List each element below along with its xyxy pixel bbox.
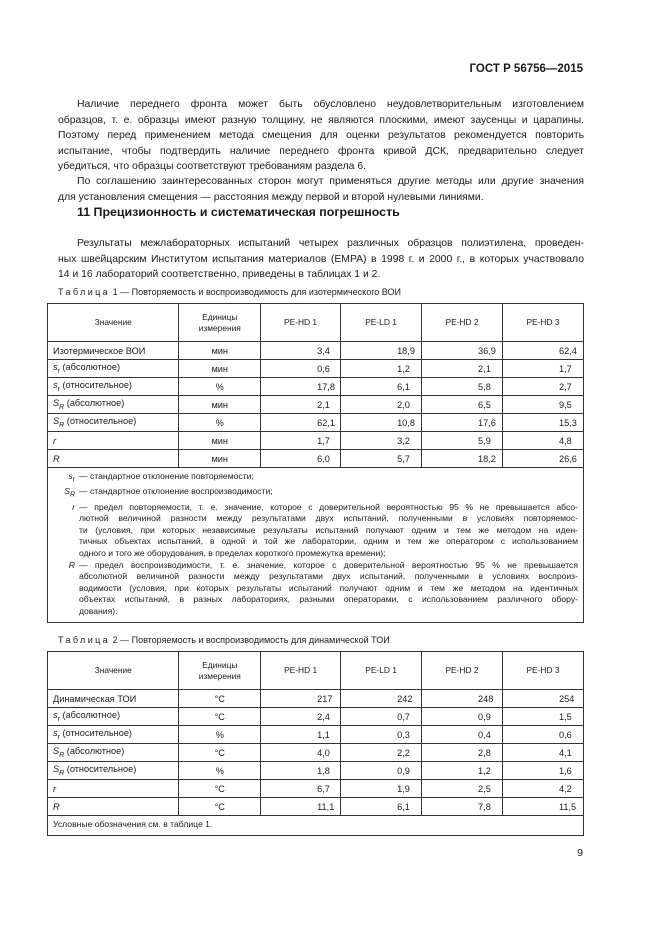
- row-label: [48, 396, 179, 414]
- value-cell: 6,5: [422, 396, 503, 414]
- table-notes: [48, 468, 584, 623]
- table-row: [48, 744, 584, 762]
- header-cell: Значение: [48, 304, 179, 342]
- value-cell: 5,7: [341, 450, 422, 468]
- intro-paragraph-1: [58, 97, 584, 175]
- value-cell: 62,4: [503, 342, 584, 360]
- caption-prefix: Таблица: [58, 635, 111, 645]
- value-cell: 18,9: [341, 342, 422, 360]
- row-symbol: R: [53, 801, 60, 812]
- header-cell: PE-HD 3: [502, 652, 583, 690]
- row-symbol-subscript: R: [59, 403, 65, 411]
- unit-cell: °С: [179, 744, 261, 762]
- table-header-row: [48, 652, 584, 690]
- table1: [47, 303, 584, 623]
- table1-caption: [58, 287, 401, 297]
- value-cell: 7,8: [422, 798, 503, 816]
- row-symbol-subscript: r: [57, 385, 60, 393]
- row-label-text: (абсолютное): [59, 362, 121, 373]
- note-text: ти (условия, при которых независимые результаты испытаний получают одним и тем же методом на иден-: [79, 524, 578, 535]
- table2-caption: [58, 635, 390, 645]
- unit-cell: °С: [179, 690, 261, 708]
- row-label: [48, 690, 179, 708]
- row-label-text: Динамическая ТОИ: [53, 693, 137, 704]
- value-cell: 11,1: [261, 798, 341, 816]
- section-heading: 11 Прецизионность и систематическая погрешность: [77, 205, 400, 219]
- text-line: Наличие переднего фронта может быть обусловлено неудовлетворительным изготовлением: [77, 99, 584, 110]
- value-cell: 0,7: [341, 708, 422, 726]
- row-label-text: (относительное): [64, 764, 137, 775]
- value-cell: 6,1: [341, 378, 422, 396]
- caption-prefix: Таблица: [58, 287, 111, 297]
- header-cell: PE-HD 2: [422, 304, 503, 342]
- value-cell: 26,6: [503, 450, 584, 468]
- header-cell: Значение: [48, 652, 179, 690]
- note-text: объектах испытаний, в разных лабораториях, разными операторами, с использованием различного обору-: [79, 594, 578, 605]
- text-line: для установления смещения — расстояния между первой и второй нулевыми линиями.: [58, 191, 484, 203]
- value-cell: 217: [261, 690, 341, 708]
- caption-text: 2 — Повторяемость и воспроизводимость для динамической ТОИ: [110, 635, 390, 645]
- row-symbol: S: [53, 416, 60, 427]
- value-cell: 4,1: [502, 744, 583, 762]
- table-row: [48, 378, 584, 396]
- note-text: тичных объектах испытаний, в одной и той же лаборатории, одним и тем же оператором с использованием: [79, 536, 578, 547]
- text-line: убедиться, что образцы соответствуют требованиям раздела 6.: [58, 161, 367, 172]
- text-line: Результаты межлабораторных испытаний четырех различных образцов полиэтилена, проведен-: [77, 238, 584, 249]
- unit-cell: %: [179, 414, 261, 432]
- row-symbol: R: [53, 453, 60, 464]
- unit-cell: мин: [179, 432, 261, 450]
- table-row: [48, 762, 584, 780]
- value-cell: 1,5: [502, 708, 583, 726]
- value-cell: 5,8: [422, 378, 503, 396]
- text-line: ных швейцарским Институтом испытания материалов (EMPA) в 1998 г. и 2000 г., в которых участвовало: [58, 253, 584, 265]
- table-row: [48, 780, 584, 798]
- row-symbol-subscript: r: [57, 733, 60, 741]
- unit-cell: °С: [179, 798, 261, 816]
- value-cell: 1,2: [422, 762, 503, 780]
- text-line: 14 и 16 лабораторий соответственно, приведены в таблицах 1 и 2.: [58, 269, 381, 280]
- value-cell: 1,7: [503, 360, 584, 378]
- value-cell: 0,3: [341, 726, 422, 744]
- note-text: лютной величиной разности между результатами двух испытаний, полученными в условиях повторяемос-: [79, 513, 578, 524]
- table-row: [48, 432, 584, 450]
- table2: [47, 651, 584, 836]
- row-label-text: (относительное): [59, 380, 132, 391]
- text-line: образцов, т. е. образцы имеют разную толщину, не являются плоскими, имеют заусенцы и царапины.: [58, 114, 584, 126]
- value-cell: 2,8: [422, 744, 503, 762]
- unit-cell: %: [179, 726, 261, 744]
- value-cell: 0,9: [422, 708, 503, 726]
- page-number: 9: [577, 847, 583, 859]
- table-row: [48, 708, 584, 726]
- table-header-row: [48, 304, 584, 342]
- row-symbol: r: [53, 783, 57, 794]
- row-symbol-subscript: R: [59, 421, 65, 429]
- row-label-text: Изотермическое ВОИ: [53, 345, 146, 356]
- table-row: [48, 450, 584, 468]
- table-row: [48, 414, 584, 432]
- value-cell: 242: [341, 690, 422, 708]
- value-cell: 62,1: [261, 414, 341, 432]
- text-line: По соглашению заинтересованных сторон могут применяться другие методы или другие значения: [77, 176, 584, 187]
- row-label: [48, 414, 179, 432]
- value-cell: 0,9: [341, 762, 422, 780]
- intro-paragraph-2: [58, 174, 584, 205]
- unit-cell: %: [179, 762, 261, 780]
- header-cell: PE-LD 1: [341, 652, 422, 690]
- value-cell: 17,6: [422, 414, 503, 432]
- table-row: [48, 726, 584, 744]
- row-symbol-subscript: R: [59, 769, 65, 777]
- row-label: [48, 342, 179, 360]
- unit-cell: °С: [179, 780, 261, 798]
- row-label: [48, 798, 179, 816]
- value-cell: 2,5: [422, 780, 503, 798]
- value-cell: 1,6: [502, 762, 583, 780]
- row-symbol: r: [53, 435, 57, 446]
- row-label: [48, 708, 179, 726]
- header-cell: PE-HD 2: [422, 652, 503, 690]
- value-cell: 17,8: [261, 378, 341, 396]
- header-cell: PE-HD 3: [503, 304, 584, 342]
- value-cell: 36,9: [422, 342, 503, 360]
- row-label: [48, 450, 179, 468]
- value-cell: 2,1: [261, 396, 341, 414]
- unit-cell: мин: [179, 396, 261, 414]
- row-label-text: (абсолютное): [64, 746, 125, 757]
- row-label: [48, 744, 179, 762]
- note-text: — стандартное отклонение повторяемости;: [79, 471, 254, 481]
- unit-cell: мин: [179, 450, 261, 468]
- note-text: абсолютной величиной разности между результатами двух испытаний, полученными в условиях воспроиз-: [79, 571, 578, 582]
- value-cell: 6,7: [261, 780, 341, 798]
- table-note: Условные обозначения см. в таблице 1.: [48, 816, 584, 836]
- value-cell: 5,9: [422, 432, 503, 450]
- note-sR: $S_R$ — стандартное отклонение воспроизводимости;: [53, 486, 578, 501]
- row-symbol-subscript: R: [59, 751, 65, 759]
- unit-cell: °С: [179, 708, 261, 726]
- row-label: [48, 762, 179, 780]
- value-cell: 1,2: [341, 360, 422, 378]
- value-cell: 10,8: [341, 414, 422, 432]
- value-cell: 4,2: [502, 780, 583, 798]
- table-row: [48, 396, 584, 414]
- value-cell: 11,5: [502, 798, 583, 816]
- row-label-text: (абсолютное): [64, 398, 125, 409]
- note-R: R — предел воспроизводимости, т. е. значение, которое с доверительной вероятностью 95 % не превышается абсолютной величиной разности между результатами двух испытаний, полученными в условиях воспроиз- водимости (условия, при которых результаты испытаний получают одним и тем же методом на идентичных объектах испытаний, в разных лабораториях, разными операторами, с использованием различного обору- дования).: [68, 559, 578, 616]
- row-symbol: s: [53, 710, 58, 721]
- table-notes-row: [48, 816, 584, 836]
- value-cell: 4,0: [261, 744, 341, 762]
- value-cell: 9,5: [503, 396, 584, 414]
- value-cell: 0,6: [502, 726, 583, 744]
- table-row: [48, 360, 584, 378]
- header-cell: PE-LD 1: [341, 304, 422, 342]
- note-text: — предел повторяемости, т. е. значение, которое с доверительной вероятностью 95 % не превышается абсо-: [79, 501, 578, 512]
- unit-cell: мин: [179, 342, 261, 360]
- document-code: ГОСТ Р 56756—2015: [469, 63, 583, 75]
- value-cell: 18,2: [422, 450, 503, 468]
- value-cell: 15,3: [503, 414, 584, 432]
- section-paragraph: [58, 236, 584, 283]
- row-symbol-subscript: r: [57, 367, 60, 375]
- caption-text: 1 — Повторяемость и воспроизводимость для изотермического ВОИ: [110, 287, 401, 297]
- value-cell: 0,6: [261, 360, 341, 378]
- table-row: [48, 690, 584, 708]
- value-cell: 2,7: [503, 378, 584, 396]
- note-text: — предел воспроизводимости, т. е. значение, которое с доверительной вероятностью 95 % не превышается: [79, 559, 578, 570]
- unit-cell: мин: [179, 360, 261, 378]
- value-cell: 4,8: [503, 432, 584, 450]
- value-cell: 0,4: [422, 726, 503, 744]
- value-cell: 6,0: [261, 450, 341, 468]
- row-symbol: s: [53, 362, 58, 373]
- header-cell: Единицы измерения: [179, 652, 261, 690]
- row-symbol: S: [53, 764, 60, 775]
- row-label: [48, 360, 179, 378]
- row-symbol: S: [53, 746, 60, 757]
- row-label-text: (относительное): [59, 728, 132, 739]
- value-cell: 3,4: [261, 342, 341, 360]
- note-text: дования).: [79, 605, 118, 616]
- row-label: [48, 780, 179, 798]
- row-label-text: (абсолютное): [59, 710, 121, 721]
- value-cell: 254: [502, 690, 583, 708]
- value-cell: 1,8: [261, 762, 341, 780]
- note-sr: $s_r$ — стандартное отклонение повторяемости;: [53, 471, 578, 486]
- header-cell: Единицы измерения: [179, 304, 261, 342]
- row-symbol: s: [53, 380, 58, 391]
- header-cell: PE-HD 1: [261, 652, 341, 690]
- note-text: одного и того же оборудования, в пределах короткого промежутка времени);: [79, 548, 386, 558]
- row-symbol-subscript: r: [57, 715, 60, 723]
- unit-cell: %: [179, 378, 261, 396]
- text-line: Поэтому перед применением метода смещения для оценки результатов рекомендуется повторить: [58, 130, 584, 141]
- table-notes-row: [48, 468, 584, 623]
- value-cell: 2,0: [341, 396, 422, 414]
- row-label: [48, 432, 179, 450]
- note-r: r — предел повторяемости, т. е. значение, которое с доверительной вероятностью 95 % не превышается абсо- лютной величиной разности между результатами двух испытаний, полученными в условиях повторяемос- ти (условия, при которых независимые результаты испытаний получают одним и тем же методом на иден- тичных объектах испытаний, в одной и той же лаборатории, одним и тем же оператором с использованием одного и того же оборудования, в пределах короткого промежутка времени);: [72, 501, 578, 558]
- value-cell: 1,7: [261, 432, 341, 450]
- value-cell: 2,1: [422, 360, 503, 378]
- note-text: — стандартное отклонение воспроизводимости;: [79, 486, 273, 497]
- value-cell: 1,1: [261, 726, 341, 744]
- row-label: [48, 378, 179, 396]
- row-label: [48, 726, 179, 744]
- header-cell: PE-HD 1: [261, 304, 341, 342]
- row-label-text: (относительное): [64, 416, 137, 427]
- value-cell: 6,1: [341, 798, 422, 816]
- value-cell: 2,2: [341, 744, 422, 762]
- text-line: испытание, чтобы подтвердить наличие переднего фронта кривой ДСК, предварительно следует: [58, 145, 584, 157]
- table-row: [48, 342, 584, 360]
- row-symbol: s: [53, 728, 58, 739]
- row-symbol: S: [53, 398, 60, 409]
- note-text: водимости (условия, при которых результаты испытаний получают одним и тем же методом на идентичных: [79, 582, 578, 593]
- table-row: [48, 798, 584, 816]
- value-cell: 248: [422, 690, 503, 708]
- value-cell: 2,4: [261, 708, 341, 726]
- value-cell: 1,9: [341, 780, 422, 798]
- value-cell: 3,2: [341, 432, 422, 450]
